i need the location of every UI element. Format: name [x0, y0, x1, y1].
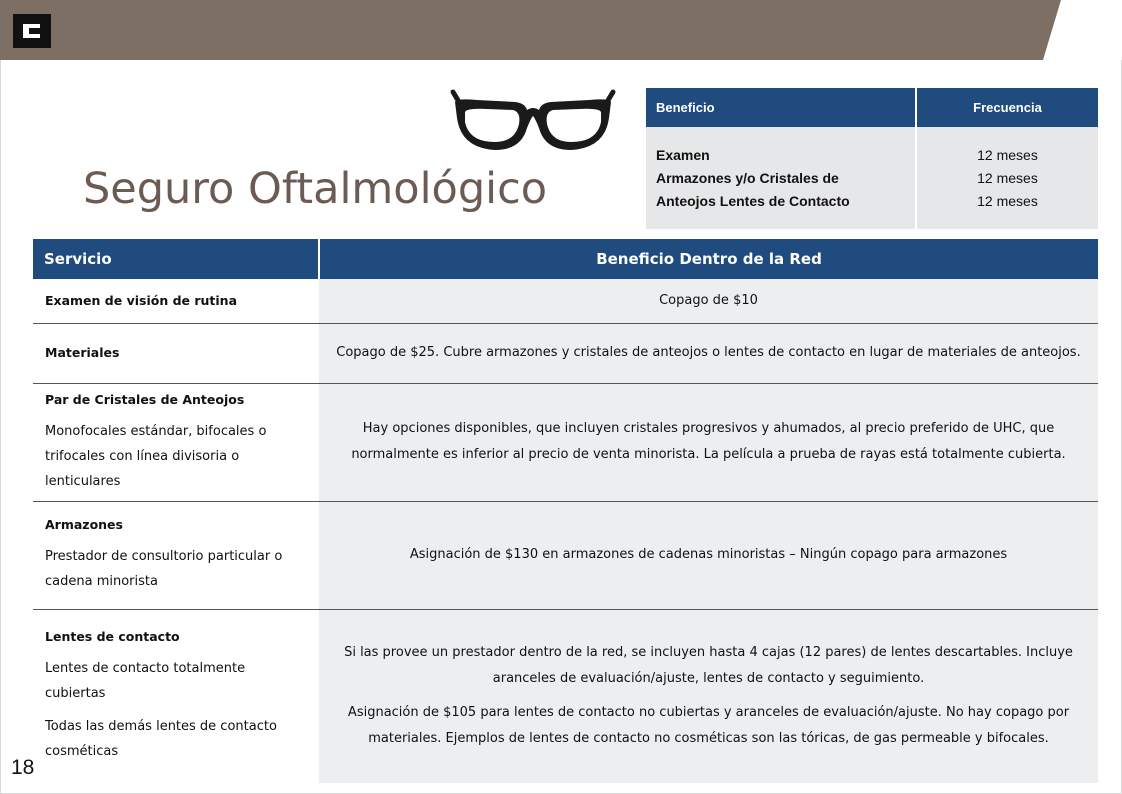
frequency-line: 12 meses [977, 146, 1038, 163]
top-banner [0, 0, 1122, 60]
benefit-cell [319, 279, 1098, 323]
service-cell [33, 609, 319, 783]
service-detail: Monofocales estándar, bifocales o trifocales con línea divisoria o lenticulares [45, 423, 267, 489]
company-logo-icon [13, 14, 51, 48]
service-detail: Prestador de consultorio particular o cadena minorista [45, 549, 283, 589]
benefit-line: Anteojos Lentes de Contacto [656, 192, 850, 209]
frequency-header-benefit: Beneficio [646, 88, 916, 127]
frequency-value-cell [916, 127, 1098, 229]
benefit-text: Hay opciones disponibles, que incluyen cristales progresivos y ahumados, al precio preferido de UHC, que normalmente es inferior al precio de venta minorista. La película a prueba de rayas está totalmente cubierta. [351, 421, 1066, 462]
table-row [33, 501, 1098, 609]
service-title: Par de Cristales de Anteojos [45, 391, 245, 407]
table-row [33, 323, 1098, 383]
services-header-service: Servicio [33, 239, 319, 279]
service-cell [33, 501, 319, 609]
table-row [33, 609, 1098, 783]
benefit-text: Copago de $25. Cubre armazones y cristales de anteojos o lentes de contacto en lugar de materiales de anteojos. [336, 345, 1081, 360]
frequency-table [646, 88, 1098, 229]
benefit-cell [319, 609, 1098, 783]
table-row [33, 279, 1098, 323]
benefit-text: Copago de $10 [659, 292, 758, 308]
frequency-body-row [646, 127, 1098, 229]
service-cell [33, 383, 319, 501]
frequency-benefit-cell [646, 127, 916, 229]
frequency-header-frequency: Frecuencia [916, 88, 1098, 127]
frequency-line: 12 meses [977, 192, 1038, 209]
service-title: Lentes de contacto [45, 629, 180, 645]
frequency-header-row [646, 88, 1098, 127]
service-detail: Lentes de contacto totalmente cubiertas [45, 661, 246, 702]
service-title: Materiales [45, 345, 120, 360]
service-title: Examen de visión de rutina [45, 292, 237, 308]
frequency-line: 12 meses [977, 169, 1038, 186]
service-title: Armazones [45, 517, 123, 532]
page-number: 18 [11, 756, 35, 779]
services-header-benefit: Beneficio Dentro de la Red [319, 239, 1098, 279]
benefit-cell [319, 383, 1098, 501]
benefit-text: Asignación de $105 para lentes de contacto no cubiertas y aranceles de evaluación/ajuste. No hay copago por materiales. Ejemplos de lentes de contacto no cosméticas son las tóricas, de gas permeable y bifocales. [347, 705, 1070, 747]
benefit-line: Examen [656, 146, 710, 163]
eyeglasses-icon [447, 88, 619, 156]
table-row [33, 383, 1098, 501]
benefit-cell [319, 501, 1098, 609]
benefit-cell [319, 323, 1098, 383]
page-title: Seguro Oftalmológico [83, 164, 548, 214]
service-cell [33, 323, 319, 383]
benefit-line: Armazones y/o Cristales de [656, 169, 839, 186]
service-cell [33, 279, 319, 323]
services-table [33, 239, 1098, 783]
benefit-text: Asignación de $130 en armazones de cadenas minoristas – Ningún copago para armazones [409, 547, 1008, 562]
services-header-row [33, 239, 1098, 279]
service-detail: Todas las demás lentes de contacto cosméticas [45, 719, 277, 760]
benefit-text: Si las provee un prestador dentro de la red, se incluyen hasta 4 cajas (12 pares) de lentes descartables. Incluye aranceles de evaluación/ajuste, lentes de contacto y seguimiento. [344, 645, 1073, 687]
